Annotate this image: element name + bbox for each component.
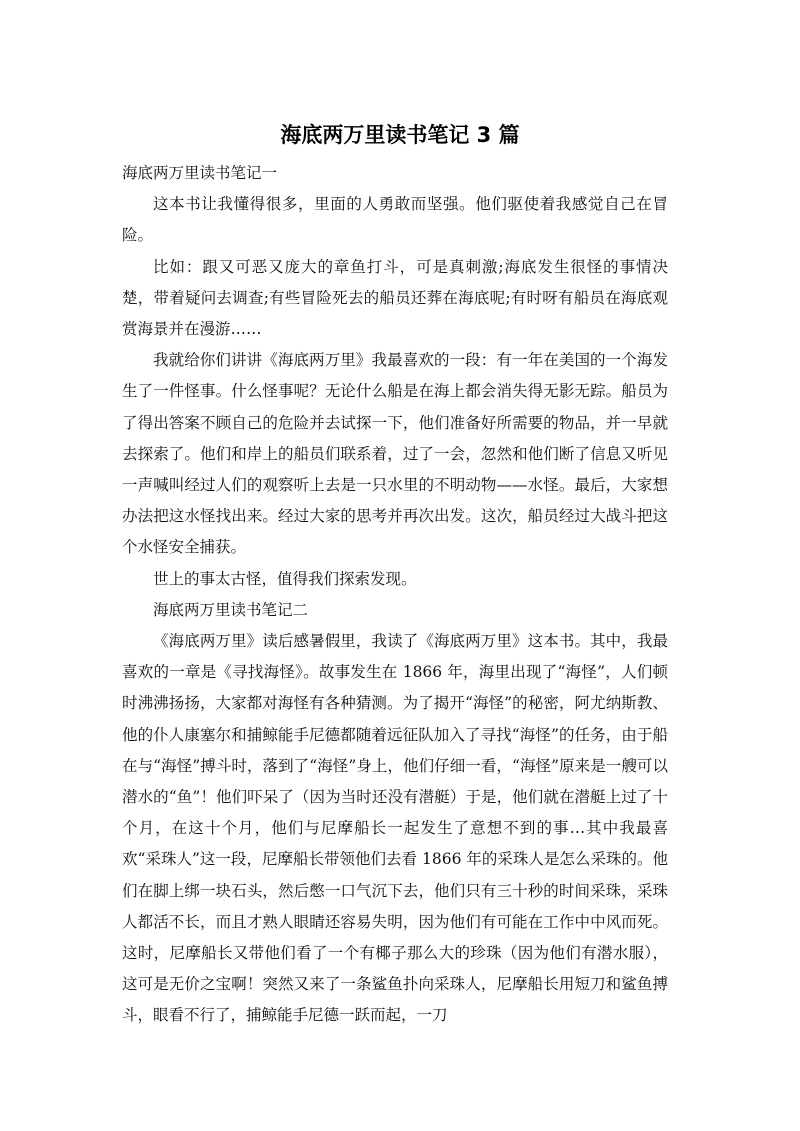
paragraph: 我就给你们讲讲《海底两万里》我最喜欢的一段：有一年在美国的一个海发生了一件怪事。什么怪事呢？无论什么船是在海上都会消失得无影无踪。船员为了得出答案不顾自己的危险并去试探一下，他们准备好所需要的物品，并一早就去探索了。他们和岸上的船员们联系着，过了一会，忽然和他们断了信息又听见一声喊叫经过人们的观察听上去是一只水里的不明动物——水怪。最后，大家想办法把这水怪找出来。经过大家的思考并再次出发。这次，船员经过大战斗把这个水怪安全捕获。 xyxy=(122,351,668,557)
document-body xyxy=(122,158,668,1032)
document-title: 海底两万里读书笔记 3 篇 xyxy=(280,123,520,147)
paragraph: 这本书让我懂得很多，里面的人勇敢而坚强。他们驱使着我感觉自己在冒险。 xyxy=(122,195,668,245)
paragraph: 世上的事太古怪，值得我们探索发现。 xyxy=(153,569,417,588)
section-heading-1: 海底两万里读书笔记一 xyxy=(122,164,278,182)
paragraph: 《海底两万里》读后感暑假里，我读了《海底两万里》这本书。其中，我最喜欢的一章是《寻找海怪》。故事发生在 1866 年，海里出现了“海怪”，人们顿时沸沸扬扬，大家都对海怪有各种猜测。为了揭开“海怪”的秘密，阿尤纳斯教、他的仆人康塞尔和捕鲸能手尼德都随着远征队加入了寻找“海怪”的任务，由于船在与“海怪”搏斗时，落到了“海怪”身上，他们仔细一看，“海怪”原来是一艘可以潜水的“鱼”！他们吓呆了（因为当时还没有潜艇）于是，他们就在潜艇上过了十个月，在这十个月，他们与尼摩船长一起发生了意想不到的事…其中我最喜欢“采珠人”这一段，尼摩船长带领他们去看 1866 年的采珠人是怎么采珠的。他们在脚上绑一块石头，然后憋一口气沉下去，他们只有三十秒的时间采珠，采珠人都活不长，而且才熟人眼睛还容易失明，因为他们有可能在工作中中风而死。这时，尼摩船长又带他们看了一个有椰子那么大的珍珠（因为他们有潜水服），这可是无价之宝啊！突然又来了一条鲨鱼扑向采珠人，尼摩船长用短刀和鲨鱼搏斗，眼看不行了，捕鲸能手尼德一跃而起，一刀 xyxy=(122,632,668,1025)
paragraph: 比如：跟又可恶又庞大的章鱼打斗，可是真刺激;海底发生很怪的事情决楚，带着疑问去调查;有些冒险死去的船员还葬在海底呢;有时呀有船员在海底观赏海景并在漫游…… xyxy=(122,257,668,339)
section-heading-2: 海底两万里读书笔记二 xyxy=(153,600,309,619)
